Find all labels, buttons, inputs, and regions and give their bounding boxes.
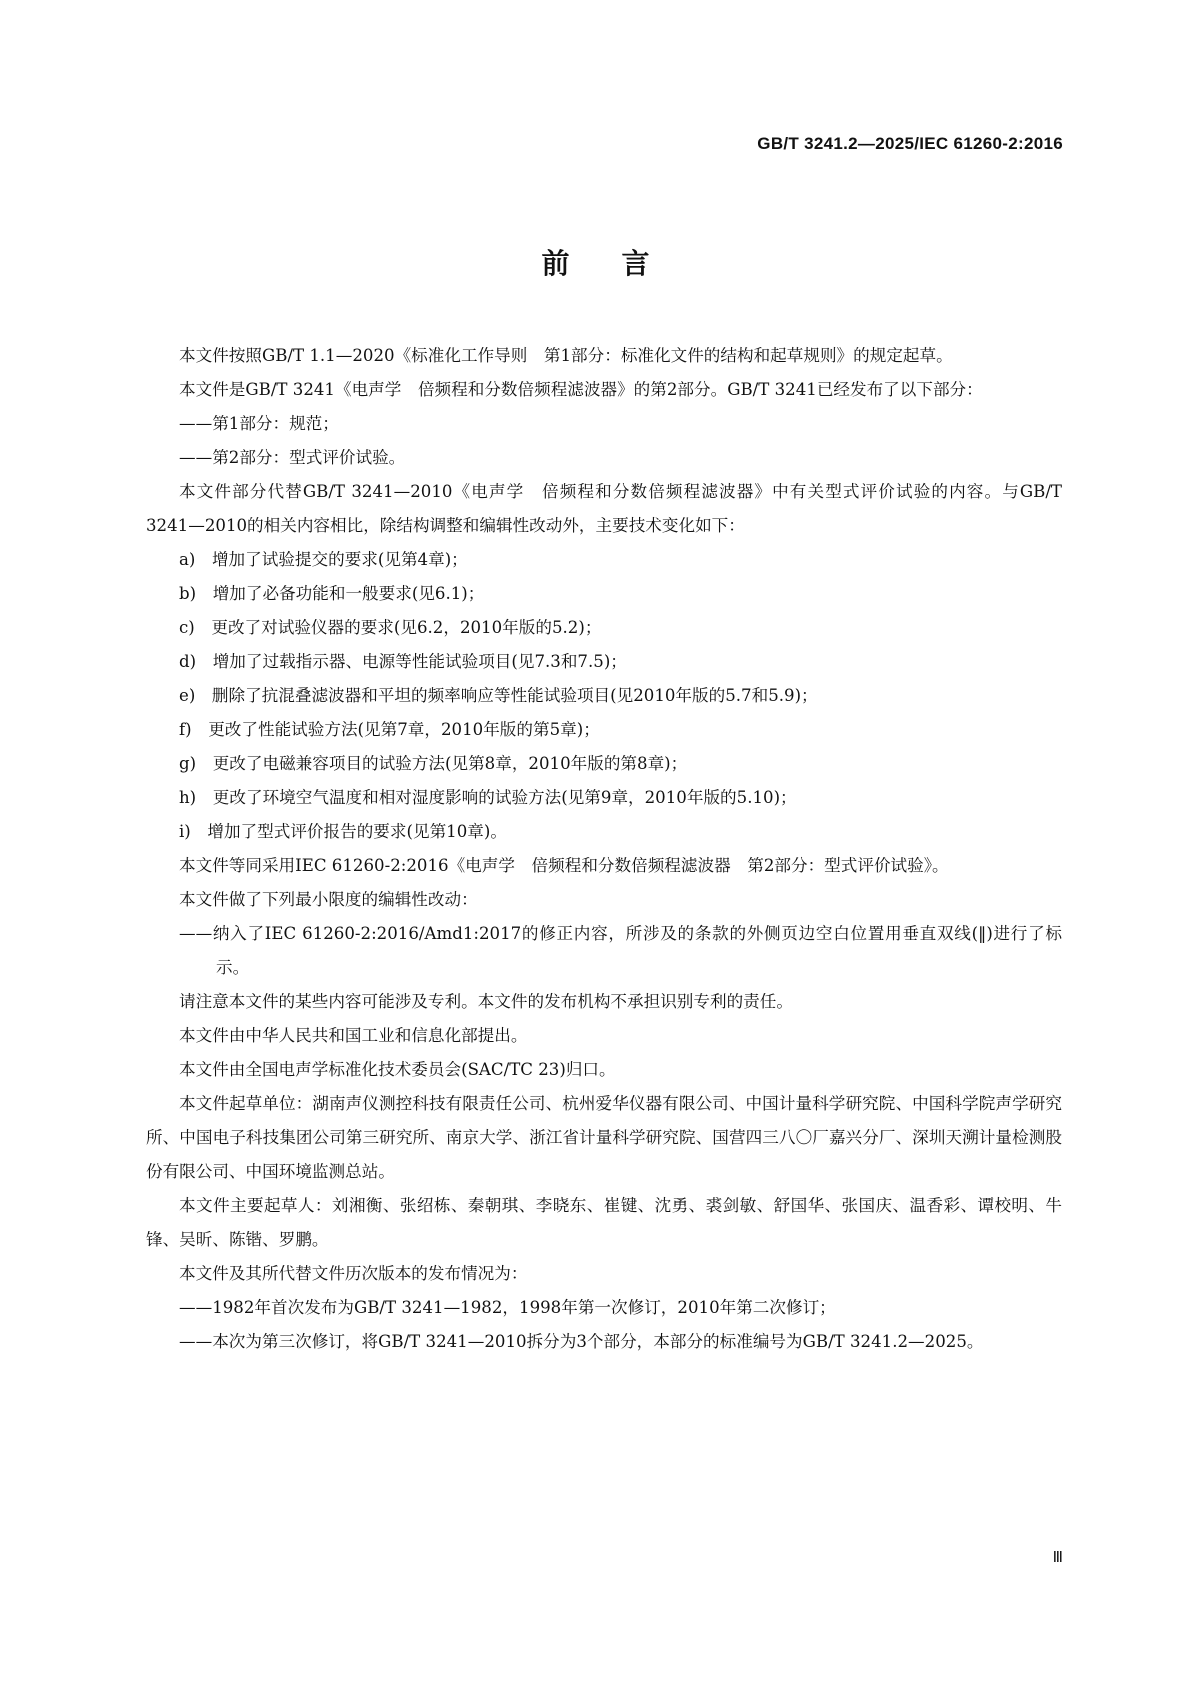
paragraph: 请注意本文件的某些内容可能涉及专利。本文件的发布机构不承担识别专利的责任。 — [179, 992, 793, 1011]
list-item: g) 更改了电磁兼容项目的试验方法(见第8章，2010年版的第8章)； — [179, 754, 688, 773]
page-title: 前言 — [541, 247, 702, 280]
paragraph: 本文件等同采用IEC 61260-2:2016《电声学 倍频程和分数倍频程滤波器 第2部分：型式评价试验》。 — [179, 856, 949, 875]
paragraph: 本文件部分代替GB/T 3241—2010《电声学 倍频程和分数倍频程滤波器》中有关型式评价试验的内容。与GB/T 3241—2010的相关内容相比，除结构调整和编辑性改动外，主要技术变化如下： — [146, 482, 1062, 535]
paragraph: 本文件由中华人民共和国工业和信息化部提出。 — [179, 1026, 528, 1045]
list-item: b) 增加了必备功能和一般要求(见6.1)； — [179, 584, 485, 603]
dash-item: ——本次为第三次修订，将GB/T 3241—2010拆分为3个部分，本部分的标准编号为GB/T 3241.2—2025。 — [179, 1332, 984, 1351]
list-item: c) 更改了对试验仪器的要求(见6.2，2010年版的5.2)； — [179, 618, 602, 637]
paragraph: 本文件起草单位：湖南声仪测控科技有限责任公司、杭州爱华仪器有限公司、中国计量科学研究院、中国科学院声学研究所、中国电子科技集团公司第三研究所、南京大学、浙江省计量科学研究院、国营四三八〇厂嘉兴分厂、深圳天溯计量检测股份有限公司、中国环境监测总站。 — [146, 1094, 1062, 1181]
dash-item: ——第2部分：型式评价试验。 — [179, 448, 406, 467]
dash-item: ——1982年首次发布为GB/T 3241—1982，1998年第一次修订，2010年第二次修订； — [179, 1298, 836, 1317]
list-item: i) 增加了型式评价报告的要求(见第10章)。 — [179, 822, 507, 841]
paragraph: 本文件由全国电声学标准化技术委员会(SAC/TC 23)归口。 — [179, 1060, 616, 1079]
list-item: f) 更改了性能试验方法(见第7章，2010年版的第5章)； — [179, 720, 600, 739]
paragraph: 本文件是GB/T 3241《电声学 倍频程和分数倍频程滤波器》的第2部分。GB/T 3241已经发布了以下部分： — [179, 380, 983, 399]
page-number: Ⅲ — [1052, 1549, 1063, 1566]
standard-code: GB/T 3241.2—2025/IEC 61260-2:2016 — [757, 134, 1063, 153]
paragraph: 本文件及其所代替文件历次版本的发布情况为： — [179, 1264, 528, 1283]
list-item: e) 删除了抗混叠滤波器和平坦的频率响应等性能试验项目(见2010年版的5.7和5.9)； — [179, 686, 818, 705]
foreword-body — [146, 339, 1062, 1359]
list-item: a) 增加了试验提交的要求(见第4章)； — [179, 550, 468, 569]
paragraph: 本文件主要起草人：刘湘衡、张绍栋、秦朝琪、李晓东、崔键、沈勇、裘剑敏、舒国华、张国庆、温香彩、谭校明、牛锋、吴昕、陈锴、罗鹏。 — [146, 1196, 1062, 1249]
dash-item: ——第1部分：规范； — [179, 414, 339, 433]
paragraph: 本文件做了下列最小限度的编辑性改动： — [179, 890, 478, 909]
dash-item: ——纳入了IEC 61260-2:2016/Amd1:2017的修正内容，所涉及的条款的外侧页边空白位置用垂直双线(‖)进行了标示。 — [179, 924, 1062, 977]
list-item: d) 增加了过载指示器、电源等性能试验项目(见7.3和7.5)； — [179, 652, 627, 671]
list-item: h) 更改了环境空气温度和相对湿度影响的试验方法(见第9章，2010年版的5.10)； — [179, 788, 797, 807]
paragraph: 本文件按照GB/T 1.1—2020《标准化工作导则 第1部分：标准化文件的结构和起草规则》的规定起草。 — [179, 346, 953, 365]
